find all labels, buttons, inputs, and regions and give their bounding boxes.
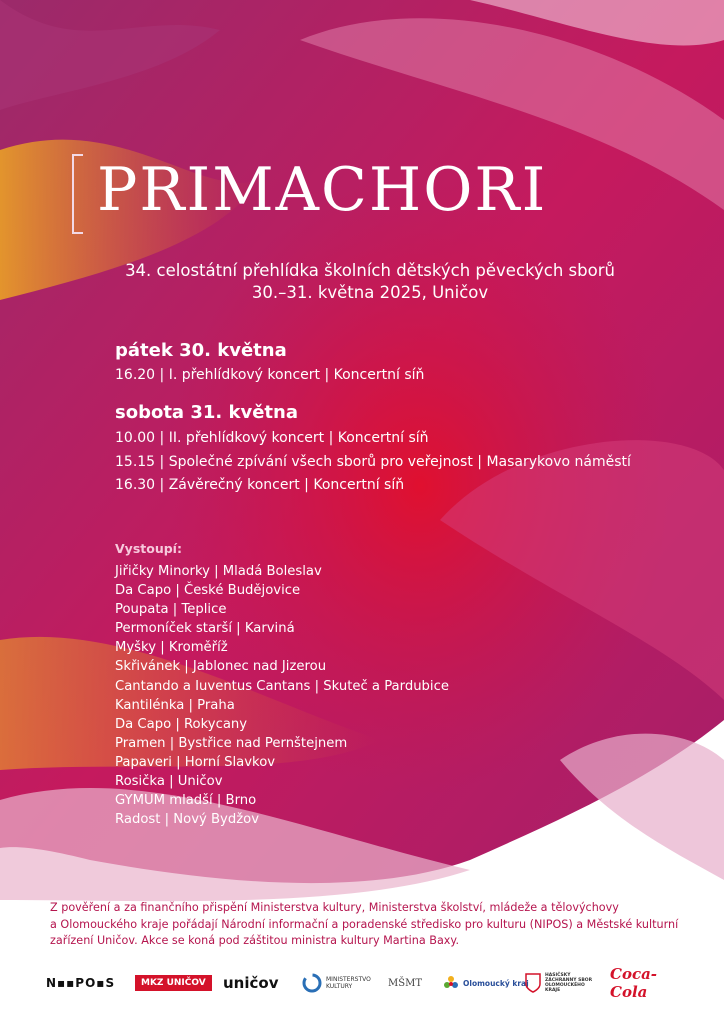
mkz-unicov-logo (135, 968, 212, 998)
performer-item: Jiřičky Minorky | Mladá Boleslav (115, 564, 322, 579)
performer-item: Radost | Nový Bydžov (115, 812, 260, 828)
schedule-event: 15.15 | Společné zpívání všech sborů pro veřejnost | Masarykovo náměstí (115, 454, 631, 470)
subtitle-line-2: 30.–31. května 2025, Uničov (251, 283, 489, 302)
performer-item: Permoníček starší | Karviná (115, 621, 295, 637)
performers-heading: Vystoupí: (115, 541, 182, 556)
coca-cola-logo: Coca-Cola (610, 965, 658, 1001)
performer-item: Da Capo | České Budějovice (115, 583, 301, 599)
schedule-day-heading: sobota 31. května (115, 402, 298, 423)
nipos-logo: N▪▪PO▪S (46, 976, 116, 990)
performer-item: Cantando a Iuventus Cantans | Skuteč a Pardubice (115, 678, 449, 694)
schedule-event: 16.20 | I. přehlídkový koncert | Koncertní síň (115, 367, 425, 383)
schedule-event: 16.30 | Závěrečný koncert | Koncertní síň (115, 477, 405, 493)
performer-item: Skřivánek | Jablonec nad Jizerou (115, 659, 327, 675)
title-bracket-ornament (72, 154, 83, 234)
subtitle-line-1: 34. celostátní přehlídka školních dětských pěveckých sborů (125, 261, 615, 280)
ministry-line-1: MINISTERSTVO (326, 976, 371, 983)
hzs-shield-icon (525, 973, 541, 993)
poster-subtitle (100, 260, 640, 304)
performer-item: Rosička | Uničov (115, 774, 223, 790)
hzs-logo (525, 968, 595, 998)
hzs-label: HASIČSKÝ ZÁCHRANNÝ SBOR OLOMOUCKÉHO KRAJE (545, 973, 593, 993)
performer-item: GYMUM mladší | Brno (115, 793, 257, 809)
olomoucky-flower-icon (442, 974, 460, 992)
performer-item: Poupata | Teplice (115, 602, 227, 618)
performer-item: Pramen | Bystřice nad Pernštejnem (115, 735, 348, 751)
partner-logos (40, 965, 690, 1001)
organizers-line-2: a Olomouckého kraje pořádají Národní informační a poradenské středisko pro kulturu (NIPOS) a Městské kulturní (50, 917, 679, 931)
olomoucky-kraj-logo (442, 968, 529, 998)
performer-item: Papaveri | Horní Slavkov (115, 754, 276, 770)
performers-list (115, 562, 449, 829)
poster-title: PRIMACHORI (75, 160, 547, 220)
olomoucky-label: Olomoucký kraj (463, 978, 529, 988)
unicov-logo: uničov (223, 974, 279, 992)
organizers-note (50, 900, 690, 950)
schedule-event: 10.00 | II. přehlídkový koncert | Koncertní síň (115, 430, 429, 446)
organizers-line-1: Z pověření a za finančního přispění Ministerstva kultury, Ministerstva školství, mládeže a tělovýchovy (50, 901, 619, 914)
ministry-line-2: KULTURY (326, 983, 353, 990)
ministry-of-culture-logo (302, 968, 371, 998)
performer-item: Da Capo | Rokycany (115, 716, 248, 732)
schedule-day-heading: pátek 30. května (115, 340, 287, 361)
performer-item: Myšky | Kroměříž (115, 640, 228, 656)
organizers-line-3: zařízení Uničov. Akce se koná pod záštitou ministra kultury Martina Baxy. (50, 934, 459, 947)
mkz-label: MKZ UNIČOV (135, 975, 212, 991)
performer-item: Kantilénka | Praha (115, 697, 235, 713)
msmt-logo: MŠMT (388, 977, 422, 989)
ministry-circle-icon (302, 973, 322, 993)
